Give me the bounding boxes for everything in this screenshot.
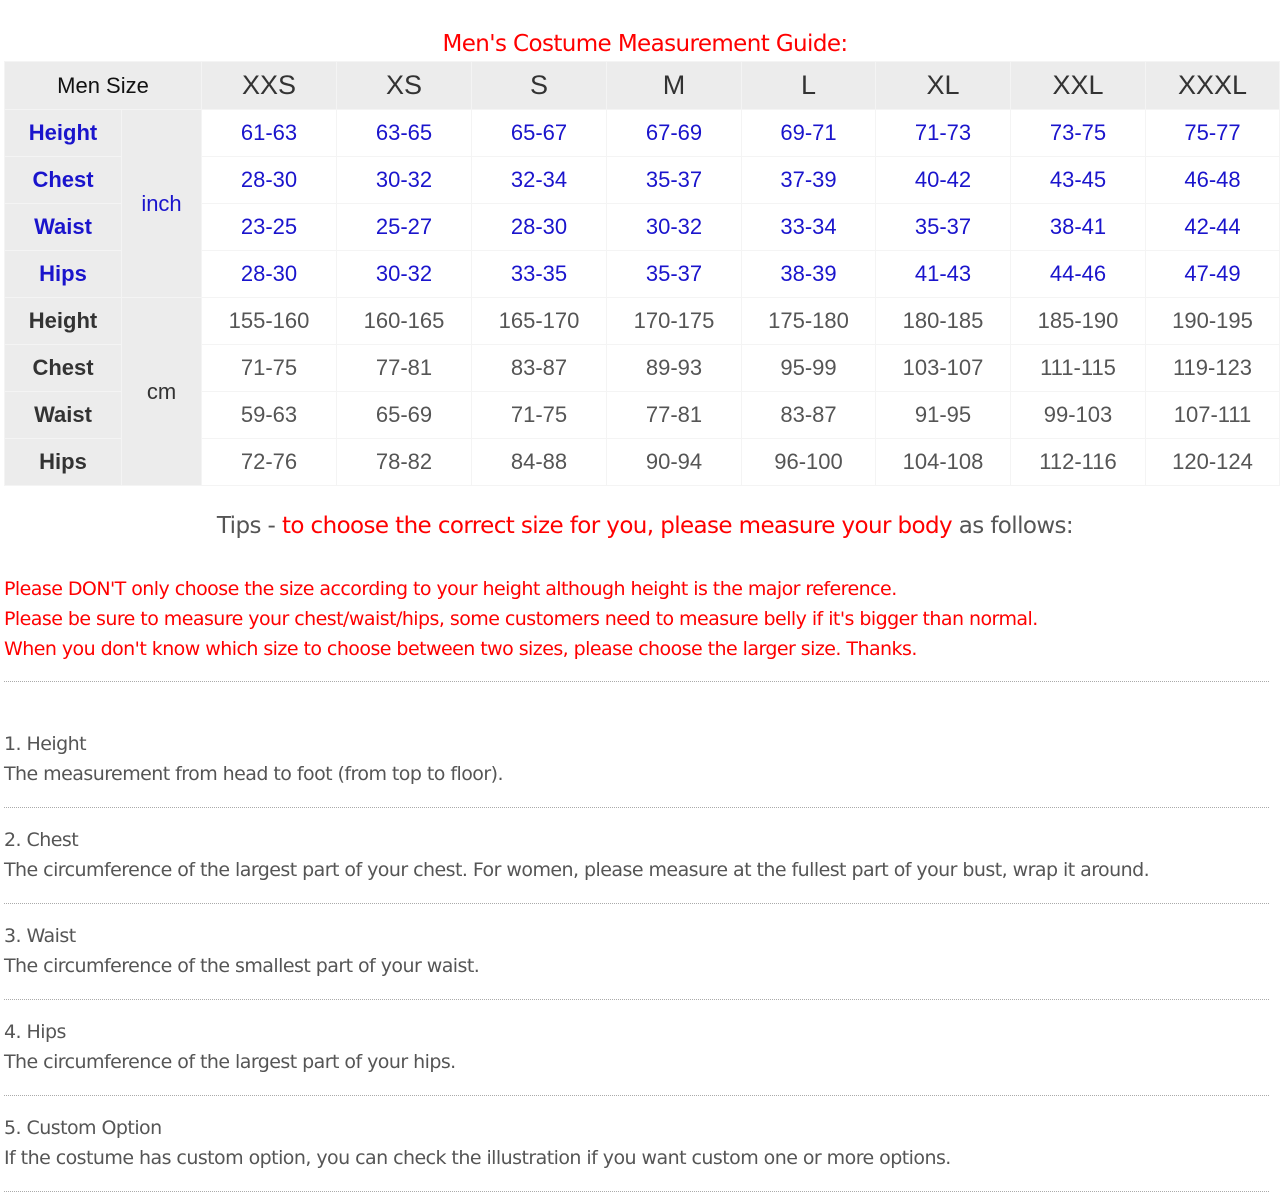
value-cell: 71-75 [202,345,337,392]
tips-highlight: to choose the correct size for you, please measure your body [281,513,953,539]
size-header-cell: XXXL [1146,62,1280,110]
measurement-label-cell: Waist [5,204,122,251]
tips-line [0,510,1282,542]
value-cell: 112-116 [1011,439,1146,486]
value-cell: 120-124 [1146,439,1280,486]
section-text: The measurement from head to foot (from top to floor). [4,763,503,785]
value-cell: 33-34 [742,204,876,251]
section-text: The circumference of the smallest part of your waist. [4,955,480,977]
value-cell: 40-42 [876,157,1011,204]
section-heading: 4. Hips [4,1021,66,1043]
section-hips [4,1017,1274,1077]
value-cell: 170-175 [607,298,742,345]
value-cell: 28-30 [202,157,337,204]
section-text: If the costume has custom option, you can check the illustration if you want custom one or more options. [4,1147,951,1169]
value-cell: 35-37 [876,204,1011,251]
value-cell: 37-39 [742,157,876,204]
divider [4,999,1269,1000]
section-waist [4,921,1274,981]
value-cell: 43-45 [1011,157,1146,204]
value-cell: 30-32 [337,251,472,298]
value-cell: 47-49 [1146,251,1280,298]
value-cell: 180-185 [876,298,1011,345]
value-cell: 23-25 [202,204,337,251]
value-cell: 38-41 [1011,204,1146,251]
value-cell: 63-65 [337,110,472,157]
value-cell: 71-75 [472,392,607,439]
value-cell: 77-81 [337,345,472,392]
value-cell: 25-27 [337,204,472,251]
warnings [4,574,1274,664]
unit-cell: inch [122,110,202,298]
size-chart-body [5,62,1280,486]
measurement-label-cell: Hips [5,251,122,298]
value-cell: 28-30 [472,204,607,251]
section-heading: 5. Custom Option [4,1117,162,1139]
value-cell: 107-111 [1146,392,1280,439]
value-cell: 103-107 [876,345,1011,392]
divider [4,681,1269,682]
value-cell: 96-100 [742,439,876,486]
section-height [4,729,1274,789]
value-cell: 46-48 [1146,157,1280,204]
value-cell: 71-73 [876,110,1011,157]
header-label-cell: Men Size [5,62,202,110]
measurement-label-cell: Hips [5,439,122,486]
value-cell: 35-37 [607,251,742,298]
value-cell: 83-87 [472,345,607,392]
value-cell: 75-77 [1146,110,1280,157]
size-header-cell: XXL [1011,62,1146,110]
size-header-cell: M [607,62,742,110]
section-chest [4,825,1274,885]
value-cell: 44-46 [1011,251,1146,298]
section-custom-option [4,1113,1274,1173]
size-header-cell: XL [876,62,1011,110]
value-cell: 59-63 [202,392,337,439]
value-cell: 65-69 [337,392,472,439]
unit-cell: cm [122,298,202,486]
value-cell: 61-63 [202,110,337,157]
value-cell: 89-93 [607,345,742,392]
section-text: The circumference of the largest part of your chest. For women, please measure at the fullest part of your bust, wrap it around. [4,859,1150,881]
section-heading: 1. Height [4,733,87,755]
value-cell: 77-81 [607,392,742,439]
divider [4,1095,1269,1096]
section-heading: 2. Chest [4,829,79,851]
value-cell: 84-88 [472,439,607,486]
warning-line: When you don't know which size to choose between two sizes, please choose the larger size. Thanks. [4,638,917,660]
value-cell: 72-76 [202,439,337,486]
value-cell: 30-32 [607,204,742,251]
measurement-label-cell: Waist [5,392,122,439]
value-cell: 91-95 [876,392,1011,439]
section-text: The circumference of the largest part of your hips. [4,1051,456,1073]
size-chart-table [4,61,1280,486]
value-cell: 155-160 [202,298,337,345]
value-cell: 28-30 [202,251,337,298]
value-cell: 111-115 [1011,345,1146,392]
value-cell: 78-82 [337,439,472,486]
size-header-row [5,62,1280,110]
section-heading: 3. Waist [4,925,76,947]
value-cell: 119-123 [1146,345,1280,392]
value-cell: 165-170 [472,298,607,345]
measurement-row-cm [5,298,1280,345]
measurement-label-cell: Chest [5,345,122,392]
value-cell: 175-180 [742,298,876,345]
value-cell: 90-94 [607,439,742,486]
tips-suffix: as follows: [952,513,1074,539]
warning-line: Please be sure to measure your chest/waist/hips, some customers need to measure belly if it's bigger than normal. [4,608,1038,630]
value-cell: 160-165 [337,298,472,345]
tips-prefix: Tips - [216,513,282,539]
value-cell: 67-69 [607,110,742,157]
value-cell: 99-103 [1011,392,1146,439]
measurement-label-cell: Chest [5,157,122,204]
value-cell: 83-87 [742,392,876,439]
value-cell: 41-43 [876,251,1011,298]
value-cell: 190-195 [1146,298,1280,345]
warning-line: Please DON'T only choose the size according to your height although height is the major reference. [4,578,897,600]
value-cell: 69-71 [742,110,876,157]
value-cell: 104-108 [876,439,1011,486]
value-cell: 35-37 [607,157,742,204]
size-header-cell: L [742,62,876,110]
value-cell: 185-190 [1011,298,1146,345]
divider [4,1191,1269,1192]
value-cell: 32-34 [472,157,607,204]
value-cell: 65-67 [472,110,607,157]
value-cell: 30-32 [337,157,472,204]
measurement-row-inch [5,110,1280,157]
value-cell: 33-35 [472,251,607,298]
size-header-cell: S [472,62,607,110]
divider [4,807,1269,808]
value-cell: 95-99 [742,345,876,392]
value-cell: 42-44 [1146,204,1280,251]
size-header-cell: XS [337,62,472,110]
size-header-cell: XXS [202,62,337,110]
measurement-label-cell: Height [5,110,122,157]
page-title: Men's Costume Measurement Guide: [442,31,848,57]
value-cell: 73-75 [1011,110,1146,157]
measurement-label-cell: Height [5,298,122,345]
value-cell: 38-39 [742,251,876,298]
divider [4,903,1269,904]
